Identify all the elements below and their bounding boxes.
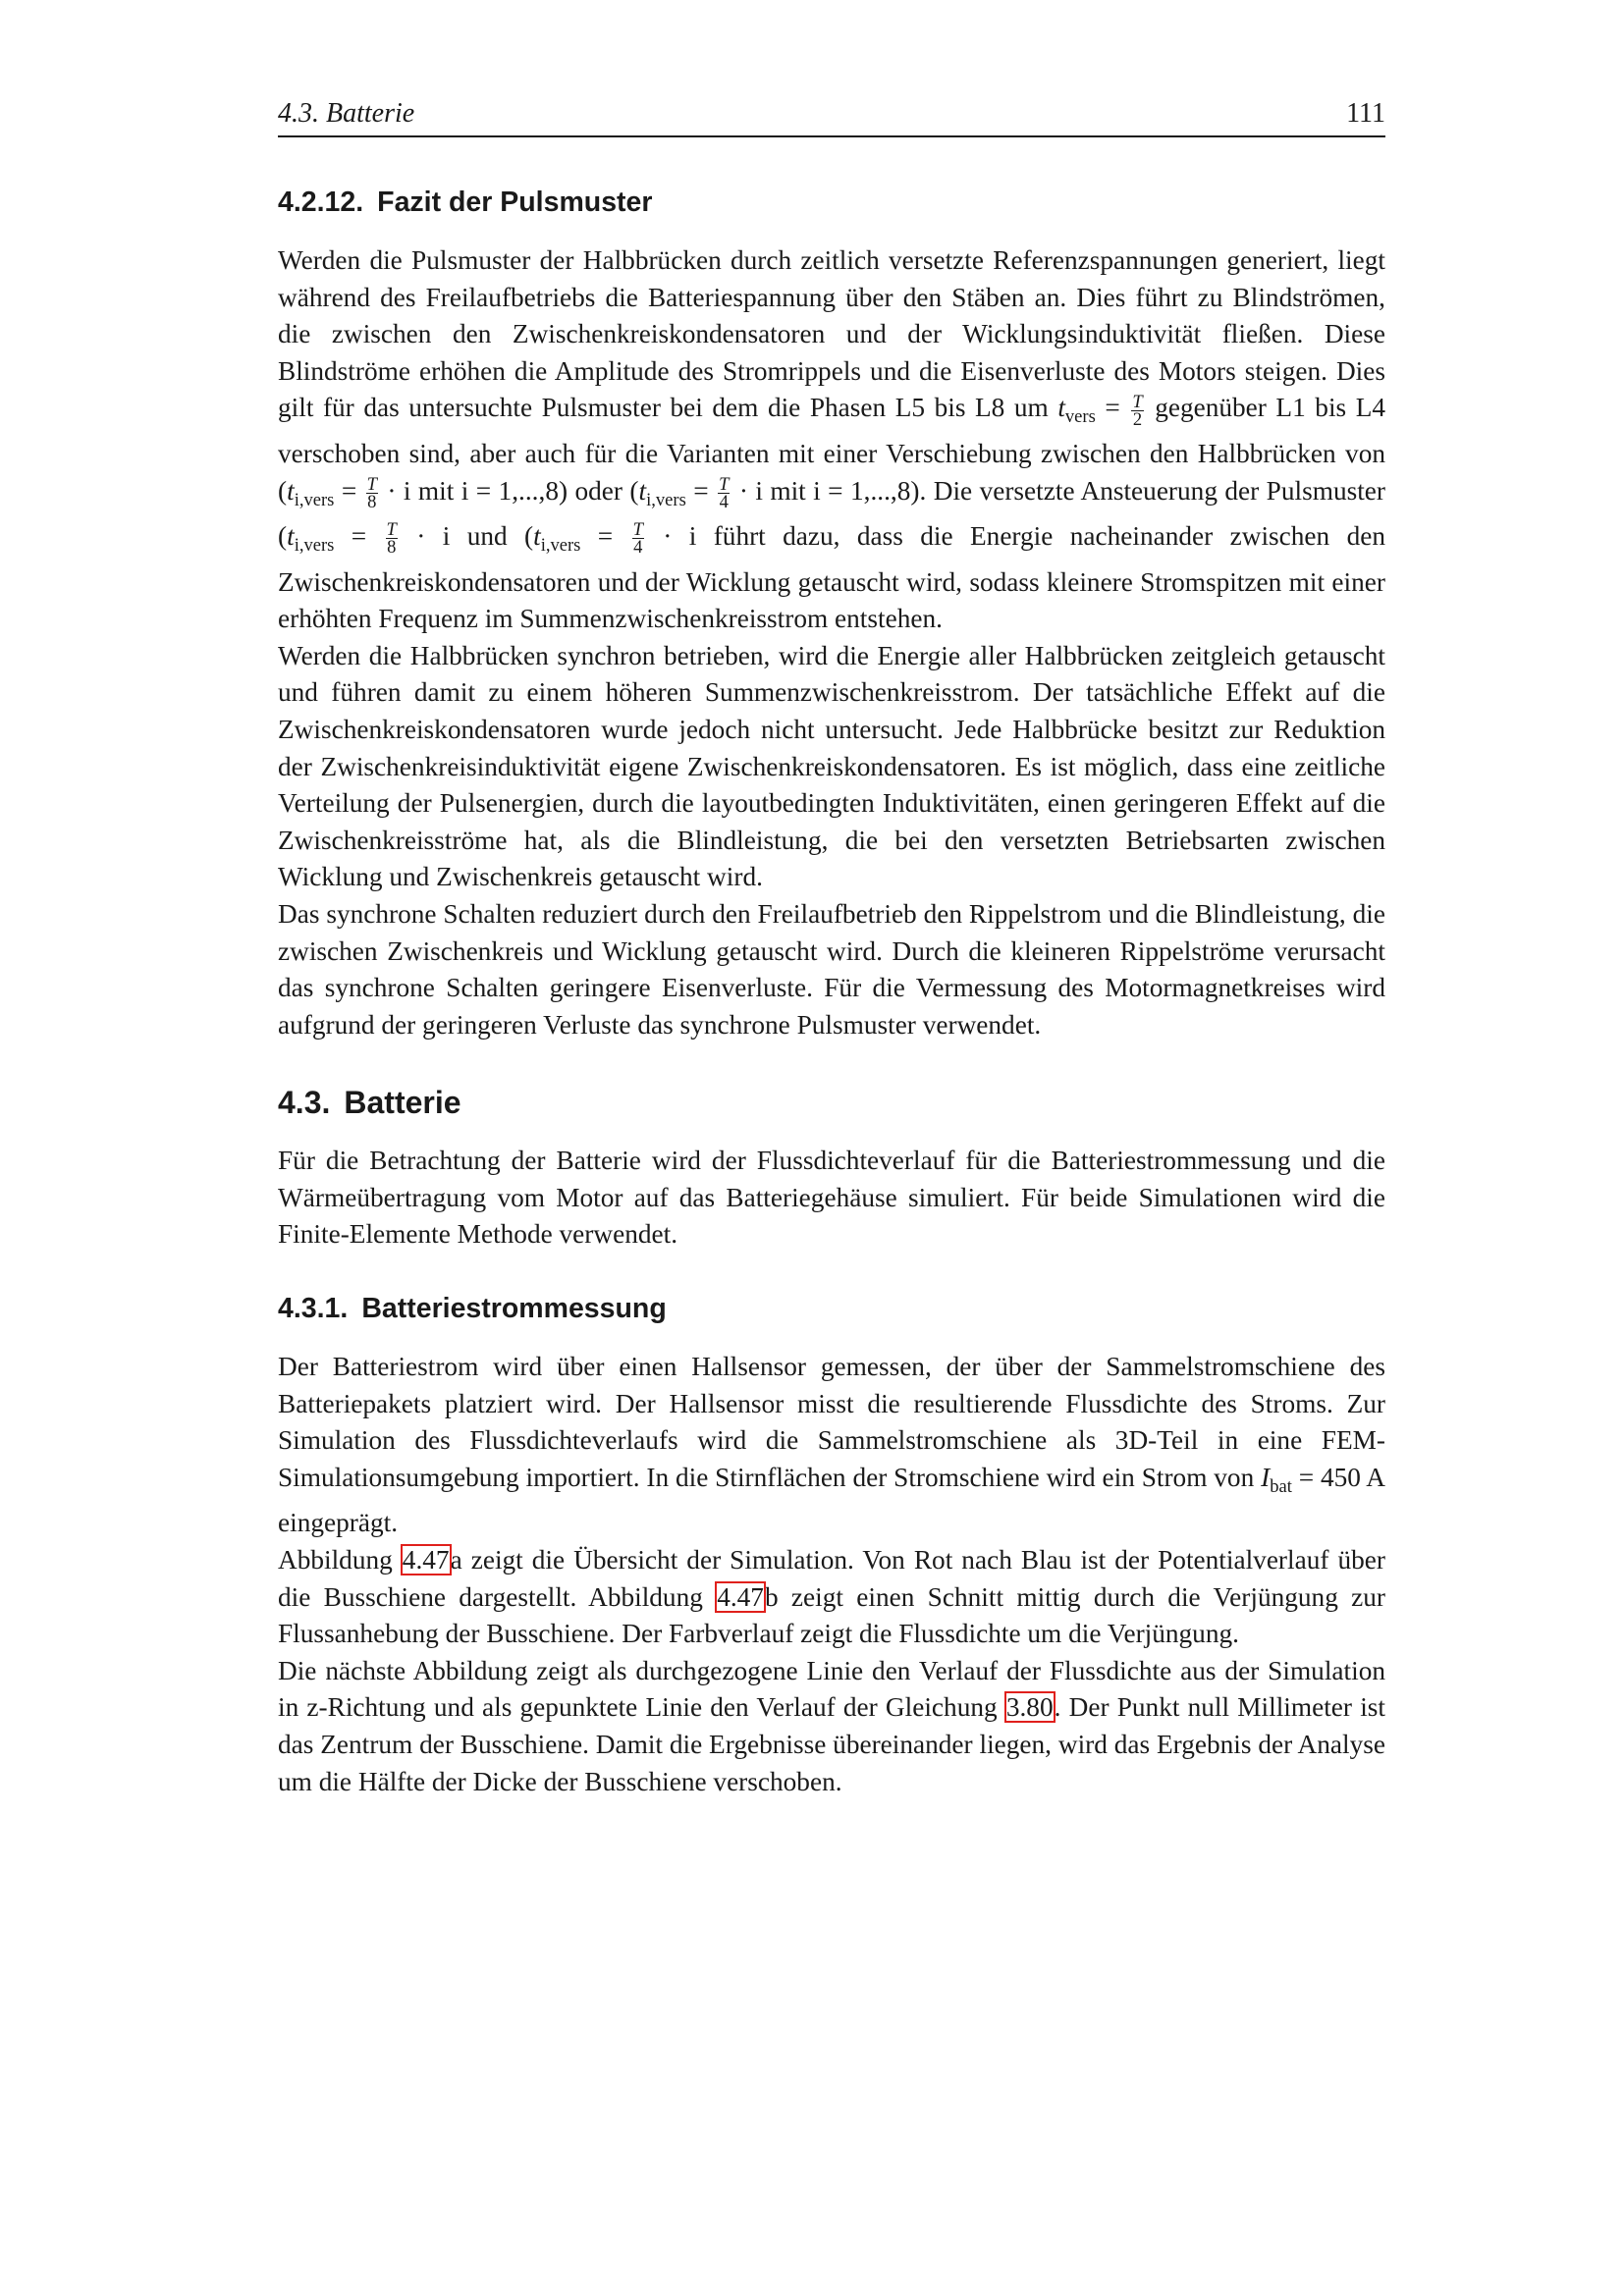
section-title: Batteriestrommessung <box>361 1293 667 1325</box>
fraction-t-over-8: $\frac{T}{8}$ <box>366 473 377 512</box>
text-run: A eingeprägt. <box>278 1462 1386 1538</box>
math-value-450: 450 <box>1320 1462 1361 1492</box>
fraction-t-over-2: $\frac{T}{2}$ <box>1132 391 1143 430</box>
text-run: Werden die Pulsmuster der Halbbrücken durch zeitlich versetzte Referenzspannungen generiert, liegt während des Freilaufbetriebs die Batteriespannung über den Stäben an. Dies führt zu Blindströmen, die zwischen den Zwischenkreiskondensatoren und der Wicklungsinduktivität fließen. Diese Blindströme erhöhen die Amplitude des Stromrippels und die Eisenverluste des Motors steigen. Dies gilt für das untersuchte Pulsmuster bei dem die Phasen L5 bis L8 um <box>278 245 1385 423</box>
math-t-i-vers: $t_{i,vers}$ <box>638 475 686 510</box>
fraction-t-over-4: $\frac{T}{4}$ <box>719 473 730 512</box>
figure-ref-4-47-link[interactable]: 4.47 <box>402 1544 450 1575</box>
fraction-t-over-4: $\frac{T}{4}$ <box>632 519 643 559</box>
paragraph-pulsmuster-2: Werden die Halbbrücken synchron betrieben, wird die Energie aller Halbbrücken zeitgleich getauscht und führen damit zu einem höheren Summenzwischenkreisstrom. Der tatsächliche Effekt auf die Zwischenkreiskondensatoren wurde jedoch nicht untersucht. Jede Halbbrücke besitzt zur Reduktion der Zwischenkreisinduktivität eigene Zwischenkreiskondensatoren. Es ist möglich, dass eine zeitliche Verteilung der Pulsenergien, durch die layoutbedingten Induktivitäten, einen geringeren Effekt auf die Zwischenkreisströme hat, als die Blindleistung, die bei den versetzten Betriebsarten zwischen Wicklung und Zwischenkreis getauscht wird. <box>278 640 1385 892</box>
figure-ref-4-47-link[interactable]: 4.47 <box>717 1581 764 1612</box>
math-equals: = <box>685 475 717 506</box>
text-run: · i und ( <box>399 521 534 552</box>
section-heading-4-3-1 <box>278 1293 1385 1325</box>
section-title: Fazit der Pulsmuster <box>377 187 653 218</box>
section-number: 4.2.12. <box>278 187 364 218</box>
math-t-i-vers: $t_{i,vers}$ <box>533 521 581 556</box>
fraction-t-over-8: $\frac{T}{8}$ <box>386 519 397 559</box>
paragraph-strommessung-1 <box>278 1349 1385 1542</box>
paragraph-batterie: Für die Betrachtung der Batterie wird der Flussdichteverlauf für die Batteriestrommessung und die Wärmeübertragung vom Motor auf das Batteriegehäuse simuliert. Für beide Simulationen wird die Finite-Elemente Methode verwendet. <box>278 1146 1385 1250</box>
math-equals: = <box>334 521 384 552</box>
text-run: gegenüber L1 bis L4 verschoben sind, aber auch für die Varianten mit einer Verschiebung zwischen den Halbbrücken von ( <box>278 393 1386 506</box>
math-equals: = <box>580 521 630 552</box>
section-number: 4.3. <box>278 1085 331 1121</box>
paragraph-pulsmuster-3: Das synchrone Schalten reduziert durch den Freilaufbetrieb den Rippelstrom und die Blindleistung, die zwischen Zwischenkreis und Wicklung getauscht wird. Durch die kleineren Rippelströme verursacht das synchrone Schalten geringere Eisenverluste. Für die Vermessung des Motormagnetkreises wird aufgrund der geringeren Verluste das synchrone Pulsmuster verwendet. <box>278 898 1385 1040</box>
math-equals: = <box>1095 393 1130 423</box>
math-t-i-vers: $t_{i,vers}$ <box>287 521 335 556</box>
text-run: Der Batteriestrom wird über einen Hallsensor gemessen, der über der Sammelstromschiene des Batteriepakets platziert wird. Der Hallsensor misst die resultierende Flussdichte des Stroms. Zur Simulation des Flussdichteverlaufs wird die Sammelstromschiene als 3D-Teil in eine FEM-Simulationsumgebung importiert. In die Stirnflächen der Stromschiene wird ein Strom von <box>278 1352 1385 1492</box>
text-run: · i führt dazu, dass die Energie nacheinander zwischen den Zwischenkreiskondensatoren und der Wicklung getauscht wird, sodass kleinere Stromspitzen mit einer erhöhten Frequenz im Summenzwischenkreisstrom entstehen. <box>278 521 1385 634</box>
math-t-vers: $t_{vers}$ <box>1057 393 1096 428</box>
text-run: · i mit i = 1,...,8) oder ( <box>379 475 639 506</box>
section-heading-4-2-12 <box>278 187 1385 219</box>
section-title: Batterie <box>344 1085 461 1121</box>
page-number: 111 <box>1346 98 1385 129</box>
section-heading-4-3 <box>278 1085 1385 1121</box>
math-i-bat: $I_{bat}$ <box>1261 1462 1292 1497</box>
math-equals: = <box>334 475 364 506</box>
text-run: a zeigt die Übersicht der Simulation. Von Rot nach Blau ist der Potentialverlauf über die Busschiene dargestellt. Abbildung <box>278 1544 1385 1612</box>
text-run: . Der Punkt null Millimeter ist das Zentrum der Busschiene. Damit die Ergebnisse übereinander liegen, wird das Ergebnis der Analyse um die Hälfte der Dicke der Busschiene verschoben. <box>278 1692 1385 1796</box>
paragraph-strommessung-3 <box>278 1653 1385 1800</box>
running-title: 4.3. Batterie <box>278 98 415 129</box>
paragraph-pulsmuster-1 <box>278 242 1385 638</box>
text-run: Abbildung <box>278 1544 402 1575</box>
document-page <box>278 94 1385 1800</box>
text-run: Die nächste Abbildung zeigt als durchgezogene Linie den Verlauf der Flussdichte aus der Simulation in z-Richtung und als gepunktete Linie den Verlauf der Gleichung <box>278 1655 1385 1723</box>
section-number: 4.3.1. <box>278 1293 349 1325</box>
running-header <box>278 94 1385 137</box>
equation-ref-3-80-link[interactable]: 3.80 <box>1005 1692 1054 1723</box>
math-equals: = <box>1291 1462 1321 1492</box>
text-run: · i mit i = 1,...,8). Die versetzte Ansteuerung der Pulsmuster ( <box>278 475 1385 552</box>
math-t-i-vers: $t_{i,vers}$ <box>287 475 335 510</box>
text-run: b zeigt einen Schnitt mittig durch die Verjüngung zur Flussanhebung der Busschiene. Der Farbverlauf zeigt die Flussdichte um die Verjüngung. <box>278 1581 1385 1649</box>
paragraph-strommessung-2 <box>278 1542 1385 1653</box>
